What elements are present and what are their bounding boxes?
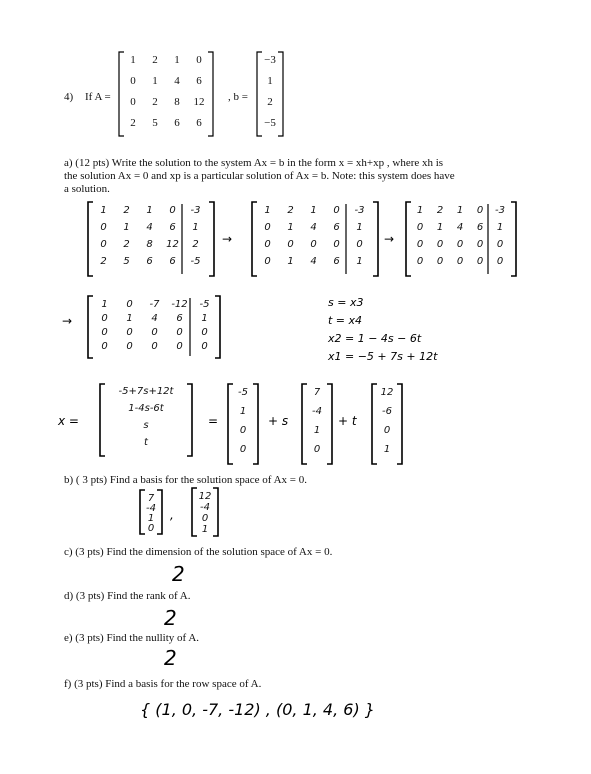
- vector-entry: −3: [264, 54, 276, 66]
- handwritten-entry: 0: [310, 239, 317, 250]
- handwritten-entry: 0: [151, 327, 158, 338]
- handwritten-entry: 2: [123, 239, 130, 250]
- equals-sign: =: [208, 414, 219, 428]
- handwritten-entry: -4: [200, 502, 210, 513]
- matrix-entry: 2: [152, 96, 158, 108]
- augmented-matrix-2: [250, 200, 380, 278]
- handwritten-entry: 1: [146, 205, 153, 216]
- handwritten-entry: 0: [169, 205, 176, 216]
- handwritten-entry: 4: [310, 222, 317, 233]
- vector-entry: 1: [267, 75, 273, 87]
- handwritten-entry: 1: [287, 256, 294, 267]
- handwritten-entry: 1: [123, 222, 130, 233]
- matrix-entry: 6: [196, 117, 202, 129]
- handwritten-entry: 1: [192, 222, 199, 233]
- handwritten-entry: 4: [456, 222, 464, 233]
- handwritten-entry: -3: [495, 205, 505, 216]
- problem-number: 4): [64, 91, 74, 103]
- handwritten-entry: 0: [456, 256, 464, 267]
- handwritten-entry: 0: [476, 256, 484, 267]
- matrix-entry: 8: [174, 96, 180, 108]
- handwritten-entry: 0: [313, 444, 321, 455]
- matrix-entry: 4: [174, 75, 180, 87]
- handwritten-entry: 1: [201, 524, 209, 535]
- handwritten-entry: 0: [416, 239, 424, 250]
- arrow-2: →: [384, 232, 395, 246]
- handwritten-entry: 7: [313, 387, 321, 398]
- handwritten-entry: 5: [123, 256, 130, 267]
- handwritten-entry: t: [144, 437, 148, 448]
- handwritten-entry: 0: [100, 239, 107, 250]
- handwritten-entry: 2: [436, 205, 444, 216]
- augmented-matrix-3: [404, 200, 518, 278]
- handwritten-entry: 0: [456, 239, 464, 250]
- part-d-text: d) (3 pts) Find the rank of A.: [64, 590, 191, 602]
- handwritten-entry: -5: [199, 299, 210, 310]
- handwritten-entry: -6: [382, 406, 392, 417]
- handwritten-entry: -3: [190, 205, 201, 216]
- handwritten-entry: 0: [101, 327, 108, 338]
- part-a-line2: the solution Ax = 0 and xp is a particular solution of Ax = b. Note: this system does have: [64, 170, 455, 182]
- handwritten-entry: 1: [100, 205, 107, 216]
- handwritten-entry: 0: [287, 239, 294, 250]
- handwritten-entry: 1: [287, 222, 294, 233]
- handwritten-entry: 6: [476, 222, 484, 233]
- matrix-entry: 6: [174, 117, 180, 129]
- part-e-answer: 2: [164, 646, 177, 670]
- matrix-entry: 1: [130, 54, 136, 66]
- handwritten-entry: 2: [100, 256, 107, 267]
- vector-entry: −5: [264, 117, 276, 129]
- plus-s: + s: [268, 414, 289, 428]
- handwritten-entry: 0: [383, 425, 391, 436]
- handwritten-entry: 0: [436, 239, 444, 250]
- handwritten-entry: 1: [313, 425, 321, 436]
- basis-vector-1: [138, 488, 164, 536]
- matrix-entry: 1: [152, 75, 158, 87]
- augmented-matrix-1: [86, 200, 216, 278]
- handwritten-entry: 0: [126, 327, 133, 338]
- handwritten-entry: -4: [312, 406, 322, 417]
- handwritten-entry: 0: [201, 513, 209, 524]
- handwritten-entry: s: [143, 420, 149, 431]
- matrix-a: [118, 50, 214, 138]
- part-d-answer: 2: [164, 606, 177, 630]
- handwritten-entry: -5: [238, 387, 248, 398]
- handwritten-entry: -12: [171, 299, 188, 310]
- handwritten-entry: 8: [146, 239, 153, 250]
- part-c-answer: 2: [172, 562, 185, 586]
- handwritten-entry: 0: [436, 256, 444, 267]
- param-x1: x1 = −5 + 7s + 12t: [328, 350, 438, 363]
- param-t: t = x4: [328, 314, 363, 327]
- handwritten-entry: 0: [333, 239, 340, 250]
- handwritten-entry: -3: [354, 205, 365, 216]
- x-label: x =: [58, 414, 79, 428]
- handwritten-entry: 0: [147, 523, 155, 534]
- handwritten-entry: 0: [476, 205, 484, 216]
- handwritten-entry: 0: [100, 222, 107, 233]
- matrix-entry: 1: [174, 54, 180, 66]
- handwritten-entry: 0: [126, 299, 133, 310]
- handwritten-entry: 12: [198, 491, 212, 502]
- handwritten-entry: 6: [333, 256, 340, 267]
- handwritten-entry: 0: [176, 341, 183, 352]
- handwritten-entry: 0: [476, 239, 484, 250]
- handwritten-entry: 4: [151, 313, 158, 324]
- handwritten-entry: 1: [310, 205, 317, 216]
- handwritten-entry: 0: [496, 239, 504, 250]
- param-s: s = x3: [328, 296, 364, 309]
- handwritten-entry: 0: [201, 341, 208, 352]
- part-f-text: f) (3 pts) Find a basis for the row space of A.: [64, 678, 262, 690]
- handwritten-entry: 2: [192, 239, 199, 250]
- part-c-text: c) (3 pts) Find the dimension of the solution space of Ax = 0.: [64, 546, 333, 558]
- handwritten-entry: 6: [333, 222, 340, 233]
- matrix-entry: 2: [152, 54, 158, 66]
- part-a-line3: a solution.: [64, 183, 110, 195]
- handwritten-entry: 0: [416, 222, 424, 233]
- handwritten-entry: 1: [356, 222, 363, 233]
- handwritten-entry: 0: [239, 444, 247, 455]
- part-f-answer: { (1, 0, -7, -12) , (0, 1, 4, 6) }: [140, 700, 375, 719]
- matrix-entry: 0: [130, 96, 136, 108]
- handwritten-entry: 2: [287, 205, 294, 216]
- handwritten-entry: 0: [264, 222, 271, 233]
- handwritten-entry: 0: [264, 239, 271, 250]
- handwritten-entry: 2: [123, 205, 130, 216]
- handwritten-entry: 0: [496, 256, 504, 267]
- handwritten-entry: 4: [310, 256, 317, 267]
- handwritten-entry: 6: [176, 313, 183, 324]
- handwritten-entry: 0: [356, 239, 363, 250]
- matrix-entry: 0: [196, 54, 202, 66]
- handwritten-entry: 1: [383, 444, 391, 455]
- handwritten-entry: 1: [201, 313, 208, 324]
- handwritten-entry: 1: [239, 406, 247, 417]
- handwritten-entry: 12: [380, 387, 394, 398]
- handwritten-entry: 0: [239, 425, 247, 436]
- handwritten-entry: 7: [147, 493, 155, 504]
- plus-t: + t: [338, 414, 357, 428]
- param-x2: x2 = 1 − 4s − 6t: [328, 332, 422, 345]
- handwritten-entry: -7: [149, 299, 160, 310]
- part-a-line1: a) (12 pts) Write the solution to the system Ax = b in the form x = xh+xp , where xh is: [64, 157, 444, 169]
- matrix-entry: 12: [193, 96, 205, 108]
- homogeneous-vector-2: [370, 382, 404, 466]
- matrix-entry: 2: [130, 117, 136, 129]
- handwritten-entry: -5+7s+12t: [118, 386, 174, 397]
- handwritten-entry: 1: [436, 222, 444, 233]
- handwritten-entry: 4: [146, 222, 153, 233]
- matrix-entry: 6: [196, 75, 202, 87]
- basis-vector-2: [190, 486, 220, 538]
- handwritten-entry: 0: [416, 256, 424, 267]
- handwritten-entry: 1: [147, 513, 155, 524]
- handwritten-entry: -5: [190, 256, 201, 267]
- handwritten-entry: 0: [333, 205, 340, 216]
- handwritten-entry: 1: [126, 313, 133, 324]
- handwritten-entry: 1: [416, 205, 424, 216]
- handwritten-entry: -4: [146, 503, 156, 514]
- handwritten-entry: 6: [169, 256, 176, 267]
- arrow-1: →: [222, 232, 233, 246]
- vector-b: [256, 50, 284, 138]
- handwritten-entry: 1-4s-6t: [128, 403, 164, 414]
- handwritten-entry: 0: [201, 327, 208, 338]
- handwritten-entry: 1: [496, 222, 504, 233]
- homogeneous-vector-1: [300, 382, 334, 466]
- handwritten-entry: 6: [169, 222, 176, 233]
- handwritten-entry: 12: [166, 239, 179, 250]
- handwritten-entry: 0: [151, 341, 158, 352]
- matrix-entry: 0: [130, 75, 136, 87]
- arrow-3: →: [62, 314, 73, 328]
- handwritten-entry: 1: [264, 205, 271, 216]
- b-label: , b =: [228, 91, 248, 103]
- rref-matrix: [86, 294, 222, 360]
- basis-comma: ,: [170, 508, 174, 522]
- part-e-text: e) (3 pts) Find the nullity of A.: [64, 632, 200, 644]
- vector-entry: 2: [267, 96, 273, 108]
- part-b-text: b) ( 3 pts) Find a basis for the solution space of Ax = 0.: [64, 474, 307, 486]
- handwritten-entry: 0: [126, 341, 133, 352]
- handwritten-entry: 1: [356, 256, 363, 267]
- handwritten-entry: 0: [101, 341, 108, 352]
- handwritten-entry: 1: [456, 205, 464, 216]
- handwritten-entry: 0: [264, 256, 271, 267]
- if-label: If A =: [85, 91, 111, 103]
- handwritten-entry: 6: [146, 256, 153, 267]
- x-vector: [98, 382, 194, 458]
- matrix-entry: 5: [152, 117, 158, 129]
- handwritten-entry: 1: [101, 299, 108, 310]
- handwritten-entry: 0: [101, 313, 108, 324]
- particular-vector: [226, 382, 260, 466]
- handwritten-entry: 0: [176, 327, 183, 338]
